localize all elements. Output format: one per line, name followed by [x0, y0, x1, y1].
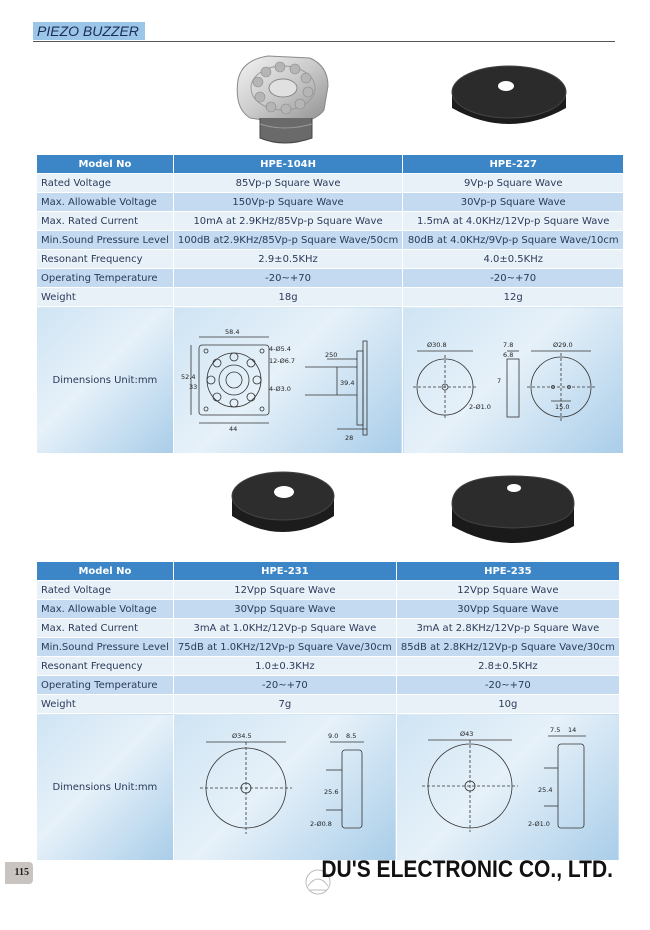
- cell-value: 3mA at 2.8KHz/12Vp-p Square Wave: [396, 619, 619, 638]
- cell-value: 30Vpp Square Wave: [396, 600, 619, 619]
- hpe-231-photo: [228, 466, 338, 548]
- dimensions-label: Dimensions Unit:mm: [37, 714, 173, 861]
- cell-value: -20~+70: [173, 269, 402, 288]
- cell-value: -20~+70: [173, 676, 396, 695]
- dim-text: 44: [229, 425, 238, 433]
- technical-drawing: [177, 307, 399, 450]
- dim-text: 250: [325, 351, 338, 359]
- row-label: Max. Allowable Voltage: [37, 600, 173, 619]
- section-title: PIEZO BUZZER: [33, 22, 145, 40]
- dimension-drawing-hpe-235: [396, 714, 619, 861]
- technical-drawing: [403, 307, 623, 450]
- dimensions-label: Dimensions Unit:mm: [37, 307, 173, 454]
- cell-value: 75dB at 1.0KHz/12Vp-p Square Vave/30cm: [173, 638, 396, 657]
- cell-value: 30Vp-p Square Wave: [403, 193, 624, 212]
- cell-value: 10g: [396, 695, 619, 714]
- cell-value: 12g: [403, 288, 624, 307]
- dim-text: 58.4: [225, 328, 240, 336]
- dim-text: 39.4: [340, 379, 355, 387]
- spec-table-1: [37, 155, 624, 454]
- cell-value: 100dB at2.9KHz/85Vp-p Square Wave/50cm: [173, 231, 402, 250]
- cell-value: 3mA at 1.0KHz/12Vp-p Square Wave: [173, 619, 396, 638]
- cell-value: -20~+70: [403, 269, 624, 288]
- dim-text: 6.8: [503, 351, 514, 359]
- dim-text: 4-Ø3.0: [269, 385, 291, 393]
- dim-text: 9.0: [327, 732, 339, 740]
- cell-value: 7g: [173, 695, 396, 714]
- cell-value: 9Vp-p Square Wave: [403, 174, 624, 193]
- dim-text: 2-Ø1.0: [527, 820, 550, 828]
- cell-value: 150Vp-p Square Wave: [173, 193, 402, 212]
- dim-text: 2-Ø0.8: [309, 820, 332, 828]
- dimension-drawing-hpe-104h: [173, 307, 402, 454]
- dim-text: 4-Ø5.4: [269, 345, 291, 353]
- model-header: HPE-104H: [173, 155, 402, 174]
- hpe-227-photo: [448, 60, 570, 140]
- dim-text: 52.4: [181, 373, 196, 381]
- model-header: HPE-231: [173, 562, 396, 581]
- cell-value: 85dB at 2.8KHz/12Vp-p Square Vave/30cm: [396, 638, 619, 657]
- dimension-drawing-hpe-231: [173, 714, 396, 861]
- header-divider: [33, 41, 615, 42]
- company-name: DU'S ELECTRONIC CO., LTD.: [321, 856, 613, 883]
- dim-text: 25.4: [537, 786, 553, 794]
- row-label: Resonant Frequency: [37, 250, 173, 269]
- row-label: Weight: [37, 288, 173, 307]
- cell-value: 30Vpp Square Wave: [173, 600, 396, 619]
- cell-value: 2.8±0.5KHz: [396, 657, 619, 676]
- row-label: Operating Temperature: [37, 269, 173, 288]
- dim-text: 7.8: [503, 341, 514, 349]
- cell-value: 12Vpp Square Wave: [396, 581, 619, 600]
- dim-text: Ø29.0: [553, 341, 573, 349]
- row-label: Min.Sound Pressure Level: [37, 638, 173, 657]
- row-label: Operating Temperature: [37, 676, 173, 695]
- row-label: Max. Allowable Voltage: [37, 193, 173, 212]
- row-label: Min.Sound Pressure Level: [37, 231, 173, 250]
- cell-value: 4.0±0.5KHz: [403, 250, 624, 269]
- technical-drawing: [398, 714, 618, 857]
- page-number: 115: [5, 862, 33, 884]
- cell-value: 2.9±0.5KHz: [173, 250, 402, 269]
- spec-table-2: [37, 562, 620, 861]
- dimension-drawing-hpe-227: [403, 307, 624, 454]
- dim-text: Ø43: [459, 730, 474, 738]
- dim-text: 15.0: [555, 403, 570, 411]
- dim-text: 7.5: [549, 726, 561, 734]
- cell-value: 1.0±0.3KHz: [173, 657, 396, 676]
- row-label: Rated Voltage: [37, 581, 173, 600]
- dim-text: Ø30.8: [427, 341, 447, 349]
- row-label: Weight: [37, 695, 173, 714]
- dim-text: 8.5: [345, 732, 357, 740]
- dim-text: 14: [567, 726, 577, 734]
- cell-value: 18g: [173, 288, 402, 307]
- row-label: Max. Rated Current: [37, 619, 173, 638]
- cell-value: 85Vp-p Square Wave: [173, 174, 402, 193]
- cell-value: -20~+70: [396, 676, 619, 695]
- hpe-104h-photo: [228, 52, 338, 152]
- model-no-header: Model No: [37, 562, 173, 581]
- dim-text: 28: [345, 434, 354, 442]
- page-header: [33, 20, 615, 42]
- model-header: HPE-235: [396, 562, 619, 581]
- dim-text: 25.6: [323, 788, 339, 796]
- cell-value: 12Vpp Square Wave: [173, 581, 396, 600]
- model-header: HPE-227: [403, 155, 624, 174]
- dim-text: Ø34.5: [231, 732, 252, 740]
- row-label: Max. Rated Current: [37, 212, 173, 231]
- cell-value: 1.5mA at 4.0KHz/12Vp-p Square Wave: [403, 212, 624, 231]
- dim-text: 2-Ø1.0: [469, 403, 492, 411]
- cell-value: 10mA at 2.9KHz/85Vp-p Square Wave: [173, 212, 402, 231]
- hpe-235-photo: [448, 470, 578, 558]
- dim-text: 7: [497, 377, 502, 385]
- cell-value: 80dB at 4.0KHz/9Vp-p Square Wave/10cm: [403, 231, 624, 250]
- model-no-header: Model No: [37, 155, 173, 174]
- technical-drawing: [174, 714, 396, 857]
- row-label: Resonant Frequency: [37, 657, 173, 676]
- dim-text: 12-Ø6.7: [269, 357, 296, 365]
- row-label: Rated Voltage: [37, 174, 173, 193]
- dim-text: 33: [189, 383, 198, 391]
